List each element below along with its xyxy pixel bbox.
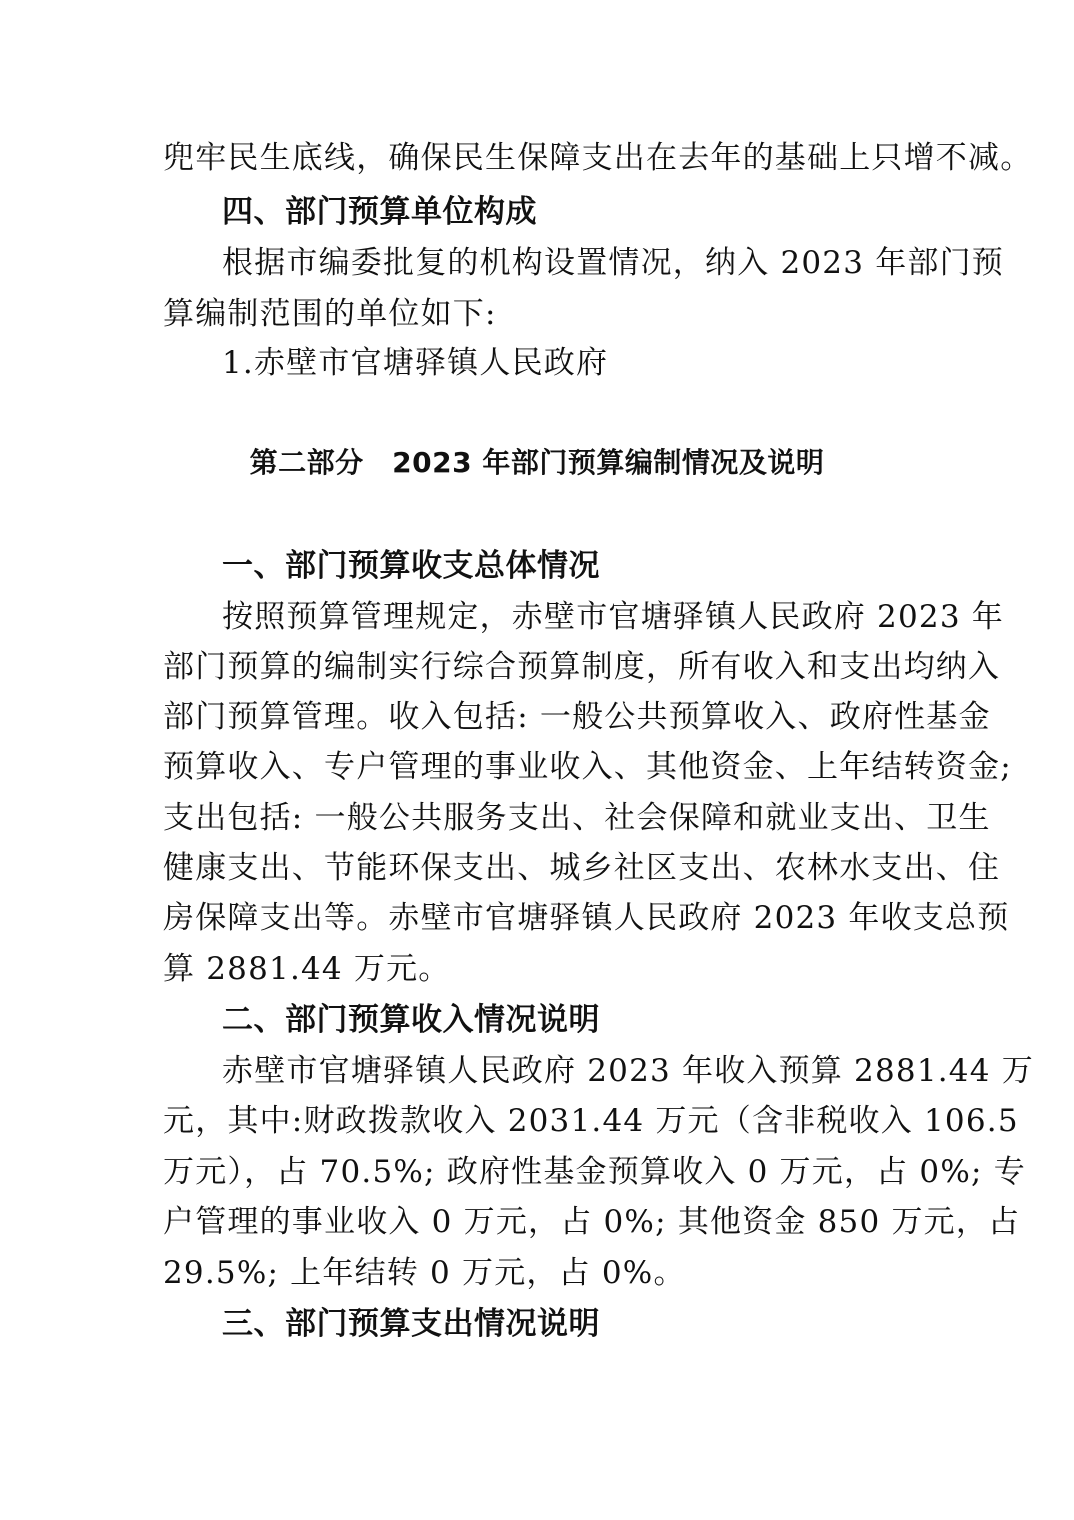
paragraph-line: 支出包括: 一般公共服务支出、社会保障和就业支出、卫生 bbox=[163, 800, 991, 836]
paragraph-line: 按照预算管理规定，赤壁市官塘驿镇人民政府 2023 年 bbox=[222, 599, 1004, 635]
paragraph-line: 赤壁市官塘驿镇人民政府 2023 年收入预算 2881.44 万 bbox=[222, 1053, 1034, 1089]
paragraph-line: 健康支出、节能环保支出、城乡社区支出、农林水支出、住 bbox=[163, 850, 1001, 886]
paragraph-line: 29.5%; 上年结转 0 万元，占 0%。 bbox=[163, 1255, 686, 1291]
paragraph-line: 预算收入、专户管理的事业收入、其他资金、上年结转资金; bbox=[163, 749, 1012, 785]
paragraph-line: 算编制范围的单位如下: bbox=[163, 296, 497, 332]
paragraph-line: 户管理的事业收入 0 万元，占 0%; 其他资金 850 万元，占 bbox=[163, 1204, 1021, 1240]
list-item: 1.赤壁市官塘驿镇人民政府 bbox=[222, 345, 609, 381]
paragraph-line: 算 2881.44 万元。 bbox=[163, 951, 451, 987]
paragraph-line: 元，其中:财政拨款收入 2031.44 万元（含非税收入 106.5 bbox=[163, 1103, 1019, 1139]
section-heading: 四、部门预算单位构成 bbox=[222, 194, 537, 230]
part-title: 第二部分 2023 年部门预算编制情况及说明 bbox=[249, 446, 825, 479]
paragraph-line: 房保障支出等。赤壁市官塘驿镇人民政府 2023 年收支总预 bbox=[163, 900, 1010, 936]
section-heading: 三、部门预算支出情况说明 bbox=[222, 1306, 600, 1342]
section-heading: 二、部门预算收入情况说明 bbox=[222, 1002, 600, 1038]
section-heading: 一、部门预算收支总体情况 bbox=[222, 548, 600, 584]
paragraph-line: 根据市编委批复的机构设置情况，纳入 2023 年部门预 bbox=[222, 245, 1004, 281]
paragraph-line: 部门预算管理。收入包括: 一般公共预算收入、政府性基金 bbox=[163, 699, 991, 735]
paragraph-line: 兜牢民生底线，确保民生保障支出在去年的基础上只增不减。 bbox=[163, 140, 1033, 176]
paragraph-line: 万元），占 70.5%; 政府性基金预算收入 0 万元，占 0%; 专 bbox=[163, 1154, 1026, 1190]
paragraph-line: 部门预算的编制实行综合预算制度，所有收入和支出均纳入 bbox=[163, 649, 1001, 685]
